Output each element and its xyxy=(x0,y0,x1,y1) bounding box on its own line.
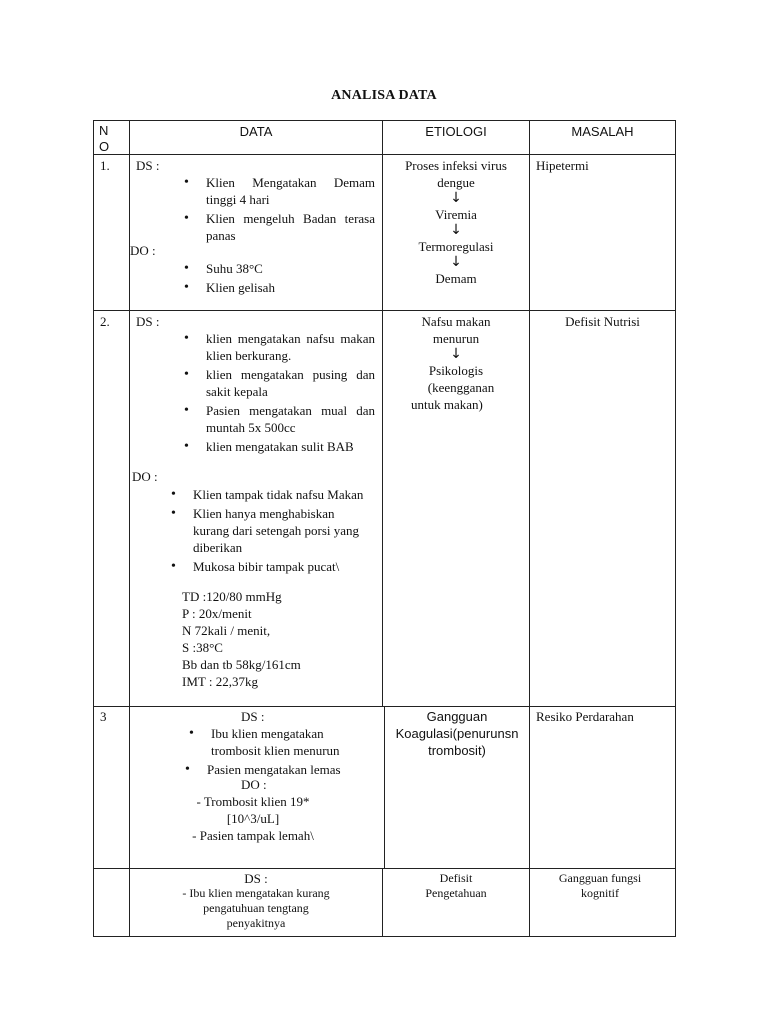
do-line: [10^3/uL] xyxy=(226,811,280,826)
etiologi-step: trombosit) xyxy=(428,743,486,758)
vital-sign: N 72kali / menit, xyxy=(182,623,271,638)
ds-list xyxy=(207,725,376,780)
row-divider xyxy=(93,310,676,311)
etiologi-chain xyxy=(385,708,529,759)
etiologi-chain xyxy=(383,313,529,413)
vital-sign: IMT : 22,37kg xyxy=(182,674,258,689)
etiologi-step: Viremia xyxy=(435,207,477,222)
etiologi-step: Pengetahuan xyxy=(425,886,487,900)
arrow-down-icon: ↓ xyxy=(450,254,462,270)
etiologi-step: Nafsu makan xyxy=(421,314,491,329)
ds-lines xyxy=(130,886,382,931)
ds-item: • Ibu klien mengatakan trombosit klien menurun xyxy=(211,725,376,759)
etiologi-step: Termoregulasi xyxy=(418,239,494,254)
etiologi-step: (keengganan xyxy=(427,380,495,395)
row-number: 2. xyxy=(100,314,110,329)
ds-item: • Pasien mengatakan lemas xyxy=(207,761,376,778)
ds-list xyxy=(206,174,375,246)
do-lines xyxy=(173,793,333,844)
do-label: DO : xyxy=(132,469,158,484)
row-number: 3 xyxy=(100,709,107,724)
do-item: • Klien gelisah xyxy=(206,279,375,296)
vital-sign: S :38°C xyxy=(182,640,223,655)
ds-line: - Ibu klien mengatakan kurang xyxy=(182,886,330,900)
etiologi-step: dengue xyxy=(437,175,475,190)
ds-label: DS : xyxy=(244,871,268,886)
masalah-text: Gangguan fungsi kognitif xyxy=(558,871,642,900)
ds-label: DS : xyxy=(136,314,160,329)
ds-item: • klien mengatakan sulit BAB xyxy=(206,438,375,455)
do-item: • Klien tampak tidak nafsu Makan xyxy=(193,486,373,503)
document-title: ANALISA DATA xyxy=(331,88,437,103)
vital-sign: P : 20x/menit xyxy=(182,606,252,621)
table-border-bottom xyxy=(93,936,676,937)
etiologi-step: Psikologis xyxy=(428,363,484,378)
ds-item: • Klien Mengatakan Demam tinggi 4 hari xyxy=(206,174,375,208)
arrow-down-icon: ↓ xyxy=(450,346,462,362)
arrow-down-icon: ↓ xyxy=(450,222,462,238)
table-border-top xyxy=(93,120,676,121)
vital-sign: TD :120/80 mmHg xyxy=(182,589,282,604)
etiologi-step: Proses infeksi virus xyxy=(405,158,507,173)
etiologi-chain xyxy=(383,871,529,901)
do-line: - Trombosit klien 19* xyxy=(196,794,310,809)
header-etiologi: ETIOLOGI xyxy=(425,124,487,139)
etiologi-step: Demam xyxy=(435,271,477,286)
do-list xyxy=(193,486,373,577)
ds-item: • Pasien mengatakan mual dan muntah 5x 500cc xyxy=(206,402,375,436)
ds-line: penyakitnya xyxy=(226,916,286,930)
ds-label: DS : xyxy=(136,158,160,173)
etiologi-step: Gangguan xyxy=(426,709,488,724)
ds-list xyxy=(206,330,375,457)
header-masalah: MASALAH xyxy=(571,124,634,139)
vital-signs xyxy=(182,588,372,690)
masalah-text: Defisit Nutrisi xyxy=(565,314,640,329)
do-item: • Klien hanya menghabiskan kurang dari setengah porsi yang diberikan xyxy=(193,505,373,556)
ds-line: pengatuhuan tengtang xyxy=(203,901,309,915)
ds-item: • klien mengatakan pusing dan sakit kepala xyxy=(206,366,375,400)
header-divider xyxy=(93,154,676,155)
do-line: - Pasien tampak lemah\ xyxy=(192,828,314,843)
table-border-right xyxy=(675,120,676,937)
do-label: DO : xyxy=(130,243,156,258)
table-border-left xyxy=(93,120,94,937)
do-item: • Suhu 38°C xyxy=(206,260,375,277)
ds-item: • Klien mengeluh Badan terasa panas xyxy=(206,210,375,244)
row-divider xyxy=(93,868,676,869)
etiologi-step: menurun xyxy=(432,331,480,346)
ds-item: • klien mengatakan nafsu makan klien berkurang. xyxy=(206,330,375,364)
arrow-down-icon: ↓ xyxy=(450,190,462,206)
etiologi-step: Koagulasi(penurunsn xyxy=(395,726,519,741)
column-divider xyxy=(529,120,530,937)
header-no: N O xyxy=(99,123,110,154)
analysis-table xyxy=(93,120,676,937)
etiologi-step: Defisit xyxy=(439,871,473,885)
etiologi-step: untuk makan) xyxy=(411,397,483,412)
do-item: • Mukosa bibir tampak pucat\ xyxy=(193,558,373,575)
do-list xyxy=(206,260,375,298)
masalah-text: Hipetermi xyxy=(536,158,589,173)
vital-sign: Bb dan tb 58kg/161cm xyxy=(182,657,301,672)
header-data: DATA xyxy=(239,124,273,139)
masalah-text: Resiko Perdarahan xyxy=(536,709,634,724)
etiologi-chain xyxy=(383,157,529,287)
row-number: 1. xyxy=(100,158,110,173)
do-label: DO : xyxy=(241,777,267,792)
ds-label: DS : xyxy=(241,709,265,724)
